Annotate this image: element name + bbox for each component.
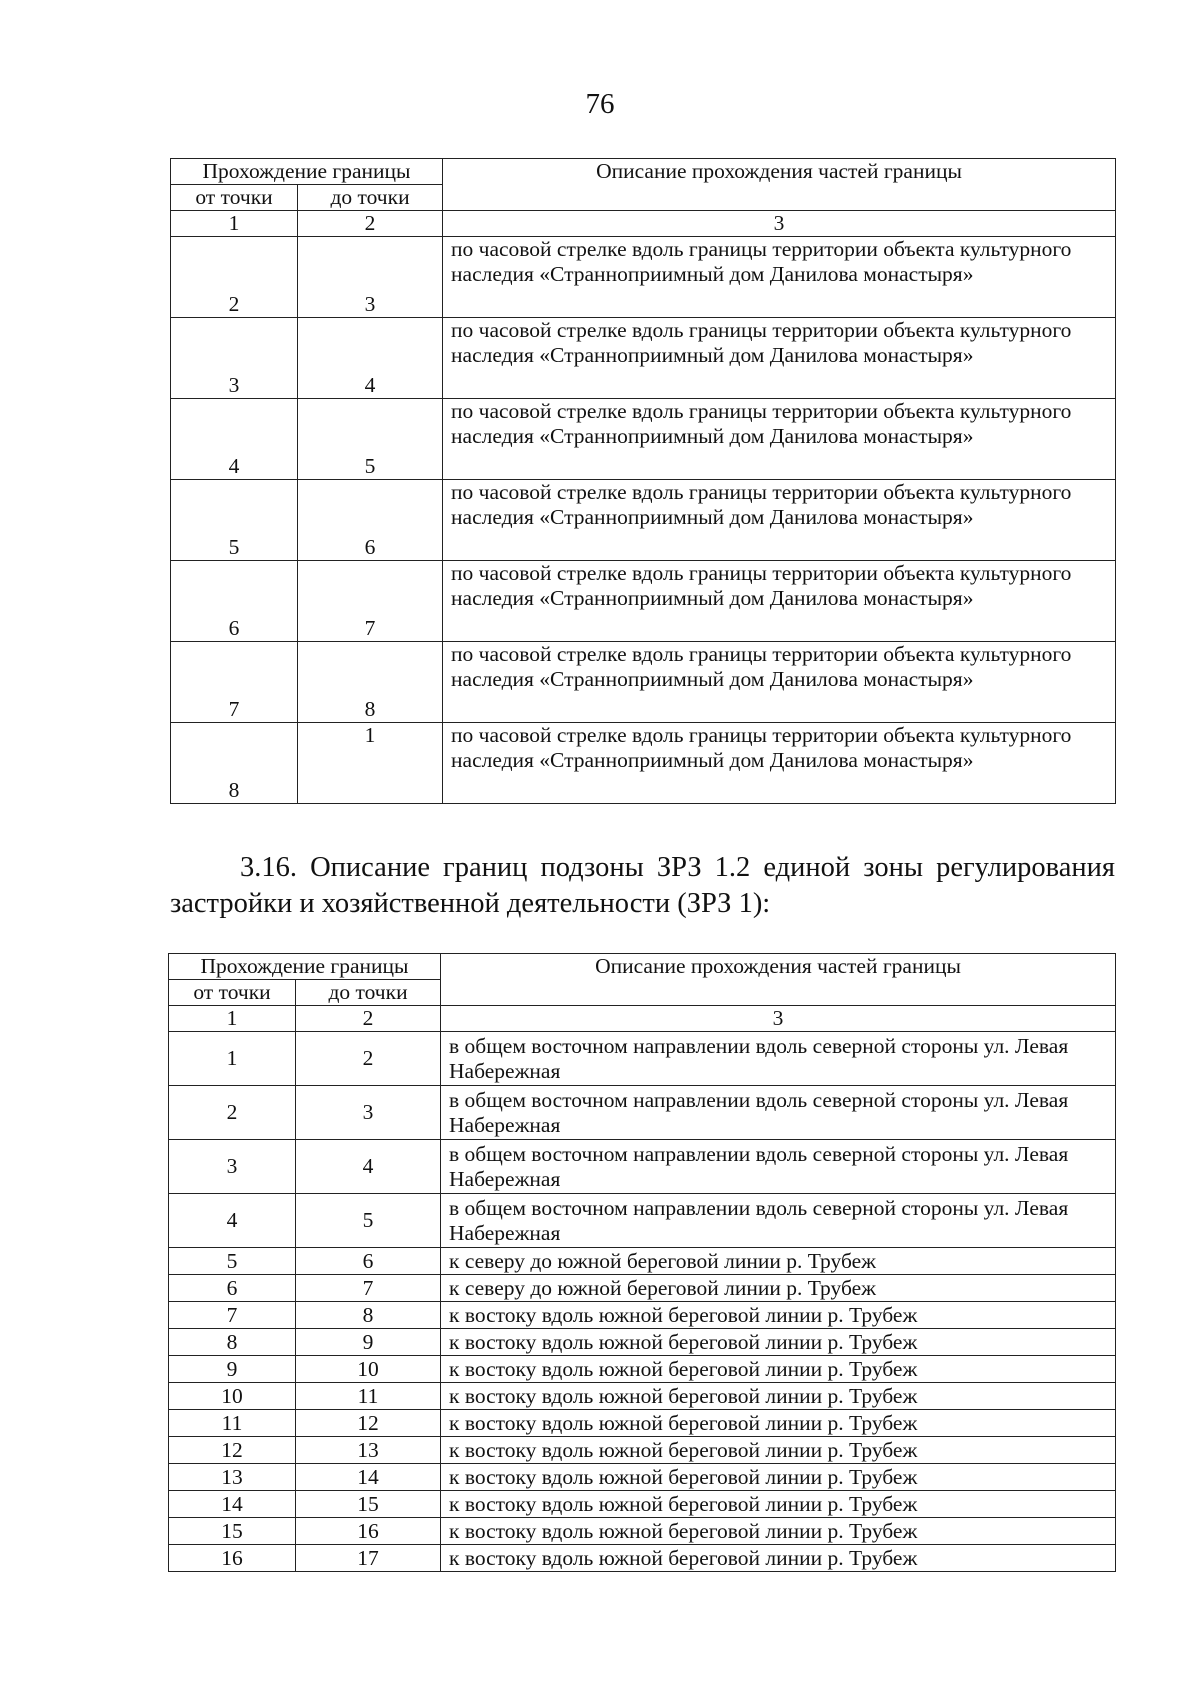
to-point-cell: 13: [296, 1437, 441, 1464]
table-row: [171, 561, 1116, 642]
to-point-cell: 12: [296, 1410, 441, 1437]
to-point-cell: 4: [298, 318, 443, 399]
from-point-cell: 10: [169, 1383, 296, 1410]
table-row: [169, 1518, 1116, 1545]
table-row: [171, 480, 1116, 561]
to-point-cell: 16: [296, 1518, 441, 1545]
table-row: [169, 1410, 1116, 1437]
from-point-cell: 4: [169, 1194, 296, 1248]
column-number: 3: [443, 211, 1116, 237]
table-row: [169, 1275, 1116, 1302]
column-number: 2: [298, 211, 443, 237]
description-cell: по часовой стрелке вдоль границы территории объекта культурного наследия «Странноприимный дом Данилова монастыря»: [443, 723, 1116, 804]
table-row: [171, 237, 1116, 318]
from-point-cell: 12: [169, 1437, 296, 1464]
to-point-cell: 2: [296, 1032, 441, 1086]
from-point-cell: 1: [169, 1032, 296, 1086]
table-row: [169, 1032, 1116, 1086]
table-row: [169, 1194, 1116, 1248]
description-cell: к востоку вдоль южной береговой линии р. Трубеж: [441, 1383, 1116, 1410]
from-point-cell: 5: [169, 1248, 296, 1275]
from-point-cell: 5: [171, 480, 298, 561]
from-point-cell: 14: [169, 1491, 296, 1518]
from-point-cell: 2: [169, 1086, 296, 1140]
table-row: [169, 1383, 1116, 1410]
to-point-cell: 3: [296, 1086, 441, 1140]
column-number: 2: [296, 1006, 441, 1032]
from-point-cell: 3: [169, 1140, 296, 1194]
description-cell: к востоку вдоль южной береговой линии р. Трубеж: [441, 1518, 1116, 1545]
from-point-cell: 16: [169, 1545, 296, 1572]
description-cell: к востоку вдоль южной береговой линии р. Трубеж: [441, 1356, 1116, 1383]
description-cell: по часовой стрелке вдоль границы территории объекта культурного наследия «Странноприимный дом Данилова монастыря»: [443, 318, 1116, 399]
to-point-cell: 5: [296, 1194, 441, 1248]
to-point-cell: 1: [298, 723, 443, 804]
section-heading: 3.16. Описание границ подзоны ЗРЗ 1.2 единой зоны регулирования застройки и хозяйственной деятельности (ЗРЗ 1):: [170, 852, 1115, 919]
column-number: 1: [171, 211, 298, 237]
table-row: [171, 318, 1116, 399]
column-number: 1: [169, 1006, 296, 1032]
from-point-cell: 13: [169, 1464, 296, 1491]
from-point-cell: 7: [169, 1302, 296, 1329]
to-point-cell: 14: [296, 1464, 441, 1491]
from-point-cell: 11: [169, 1410, 296, 1437]
table-row: [169, 1248, 1116, 1275]
header-description: Описание прохождения частей границы: [441, 954, 1116, 1006]
to-point-cell: 11: [296, 1383, 441, 1410]
to-point-cell: 6: [296, 1248, 441, 1275]
table-row: [169, 1491, 1116, 1518]
header-to-point: до точки: [296, 980, 441, 1006]
description-cell: к северу до южной береговой линии р. Трубеж: [441, 1275, 1116, 1302]
description-cell: к востоку вдоль южной береговой линии р. Трубеж: [441, 1329, 1116, 1356]
to-point-cell: 6: [298, 480, 443, 561]
from-point-cell: 4: [171, 399, 298, 480]
description-cell: по часовой стрелке вдоль границы территории объекта культурного наследия «Странноприимный дом Данилова монастыря»: [443, 399, 1116, 480]
from-point-cell: 7: [171, 642, 298, 723]
description-cell: в общем восточном направлении вдоль северной стороны ул. Левая Набережная: [441, 1140, 1116, 1194]
description-cell: по часовой стрелке вдоль границы территории объекта культурного наследия «Странноприимный дом Данилова монастыря»: [443, 480, 1116, 561]
description-cell: по часовой стрелке вдоль границы территории объекта культурного наследия «Странноприимный дом Данилова монастыря»: [443, 237, 1116, 318]
to-point-cell: 7: [298, 561, 443, 642]
description-cell: к востоку вдоль южной береговой линии р. Трубеж: [441, 1464, 1116, 1491]
description-cell: по часовой стрелке вдоль границы территории объекта культурного наследия «Странноприимный дом Данилова монастыря»: [443, 561, 1116, 642]
description-cell: в общем восточном направлении вдоль северной стороны ул. Левая Набережная: [441, 1086, 1116, 1140]
boundary-table-1: [170, 158, 1116, 804]
description-cell: к востоку вдоль южной береговой линии р. Трубеж: [441, 1410, 1116, 1437]
from-point-cell: 2: [171, 237, 298, 318]
to-point-cell: 7: [296, 1275, 441, 1302]
to-point-cell: 8: [298, 642, 443, 723]
header-from-point: от точки: [169, 980, 296, 1006]
table-row: [169, 1086, 1116, 1140]
to-point-cell: 4: [296, 1140, 441, 1194]
page-number: 76: [585, 88, 615, 120]
header-description: Описание прохождения частей границы: [443, 159, 1116, 211]
header-from-point: от точки: [171, 185, 298, 211]
to-point-cell: 17: [296, 1545, 441, 1572]
from-point-cell: 6: [169, 1275, 296, 1302]
table-row: [169, 1140, 1116, 1194]
to-point-cell: 3: [298, 237, 443, 318]
description-cell: к востоку вдоль южной береговой линии р. Трубеж: [441, 1545, 1116, 1572]
from-point-cell: 8: [171, 723, 298, 804]
table-row: [169, 1329, 1116, 1356]
to-point-cell: 15: [296, 1491, 441, 1518]
boundary-table-2: [168, 953, 1116, 1572]
description-cell: к северу до южной береговой линии р. Трубеж: [441, 1248, 1116, 1275]
header-passage: Прохождение границы: [171, 159, 443, 185]
table-row: [171, 399, 1116, 480]
column-number: 3: [441, 1006, 1116, 1032]
header-to-point: до точки: [298, 185, 443, 211]
description-cell: к востоку вдоль южной береговой линии р. Трубеж: [441, 1437, 1116, 1464]
to-point-cell: 5: [298, 399, 443, 480]
from-point-cell: 9: [169, 1356, 296, 1383]
to-point-cell: 10: [296, 1356, 441, 1383]
table-row: [169, 1464, 1116, 1491]
from-point-cell: 6: [171, 561, 298, 642]
table-row: [171, 723, 1116, 804]
description-cell: в общем восточном направлении вдоль северной стороны ул. Левая Набережная: [441, 1032, 1116, 1086]
to-point-cell: 8: [296, 1302, 441, 1329]
description-cell: к востоку вдоль южной береговой линии р. Трубеж: [441, 1302, 1116, 1329]
description-cell: по часовой стрелке вдоль границы территории объекта культурного наследия «Странноприимный дом Данилова монастыря»: [443, 642, 1116, 723]
to-point-cell: 9: [296, 1329, 441, 1356]
table-row: [169, 1437, 1116, 1464]
header-passage: Прохождение границы: [169, 954, 441, 980]
table-row: [169, 1302, 1116, 1329]
table-row: [169, 1545, 1116, 1572]
table-row: [169, 1356, 1116, 1383]
from-point-cell: 15: [169, 1518, 296, 1545]
from-point-cell: 8: [169, 1329, 296, 1356]
from-point-cell: 3: [171, 318, 298, 399]
table-row: [171, 642, 1116, 723]
description-cell: в общем восточном направлении вдоль северной стороны ул. Левая Набережная: [441, 1194, 1116, 1248]
description-cell: к востоку вдоль южной береговой линии р. Трубеж: [441, 1491, 1116, 1518]
